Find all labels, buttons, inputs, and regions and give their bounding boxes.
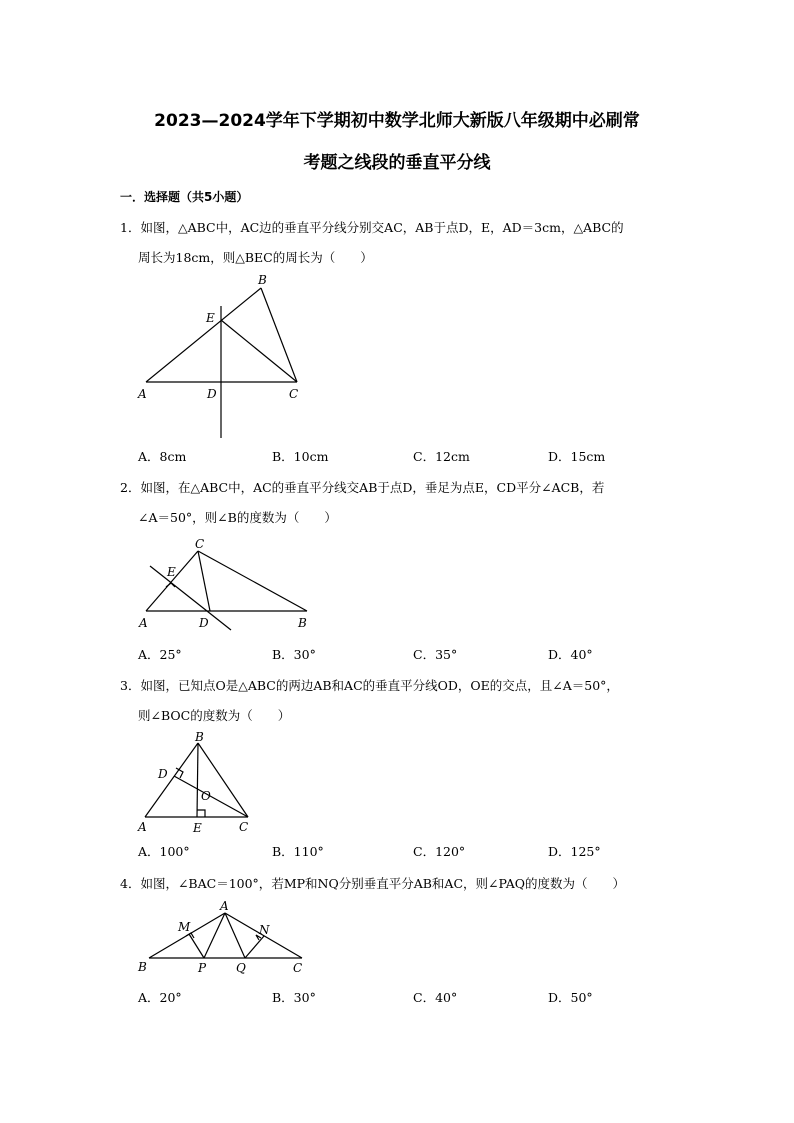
question-2-text-line2: ∠A＝50°，则∠B的度数为（ ）: [138, 510, 337, 525]
question-4-option-d[interactable]: D．50°: [548, 990, 593, 1005]
question-1-text-line1: 1．如图，△ABC中，AC边的垂直平分线分别交AC，AB于点D，E，AD＝3cm，△ABC的: [120, 220, 624, 235]
question-3-text-line2: 则∠BOC的度数为（ ）: [138, 708, 291, 723]
label-Q: Q: [236, 961, 246, 975]
label-C: C: [239, 820, 249, 834]
label-C: C: [289, 387, 299, 401]
label-A: A: [138, 387, 147, 401]
question-2-option-a[interactable]: A．25°: [138, 647, 182, 662]
label-B: B: [298, 616, 307, 630]
question-1-option-b[interactable]: B．10cm: [272, 449, 329, 464]
label-E: E: [167, 565, 176, 579]
question-3-option-b[interactable]: B．110°: [272, 844, 324, 859]
question-2-option-b[interactable]: B．30°: [272, 647, 316, 662]
question-1-option-d[interactable]: D．15cm: [548, 449, 606, 464]
label-D: D: [199, 616, 209, 630]
label-B: B: [258, 273, 267, 287]
segment-NQ: [245, 936, 264, 958]
question-3-option-d[interactable]: D．125°: [548, 844, 601, 859]
question-3-option-a[interactable]: A．100°: [138, 844, 190, 859]
question-2-text-line1: 2．如图，在△ABC中，AC的垂直平分线交AB于点D，垂足为点E，CD平分∠ACB，若: [120, 480, 605, 495]
label-D: D: [207, 387, 217, 401]
question-4-option-c[interactable]: C．40°: [413, 990, 458, 1005]
label-B: B: [195, 730, 204, 744]
question-4-option-a[interactable]: A．20°: [138, 990, 182, 1005]
document-title-line2: 考题之线段的垂直平分线: [303, 153, 491, 173]
question-3-text-line1: 3．如图，已知点O是△ABC的两边AB和AC的垂直平分线OD，OE的交点，且∠A＝50°，: [120, 678, 619, 693]
question-4-text-line1: 4．如图，∠BAC＝100°，若MP和NQ分别垂直平分AB和AC，则∠PAQ的度数为（ ）: [120, 876, 626, 891]
question-2-option-d[interactable]: D．40°: [548, 647, 593, 662]
label-O: O: [201, 789, 211, 803]
label-C: C: [195, 537, 205, 551]
question-4-option-b[interactable]: B．30°: [272, 990, 316, 1005]
label-A: A: [139, 616, 148, 630]
label-E: E: [193, 821, 202, 835]
question-2-option-c[interactable]: C．35°: [413, 647, 458, 662]
segment-MP: [189, 934, 204, 958]
label-D: D: [158, 767, 168, 781]
label-P: P: [198, 961, 207, 975]
label-E: E: [206, 311, 215, 325]
label-M: M: [178, 920, 191, 934]
question-1-text-line2: 周长为18cm，则△BEC的周长为（ ）: [138, 250, 373, 265]
label-B: B: [138, 960, 147, 974]
label-A: A: [220, 899, 229, 913]
question-3-option-c[interactable]: C．120°: [413, 844, 466, 859]
question-1-option-a[interactable]: A．8cm: [138, 449, 187, 464]
label-C: C: [293, 961, 303, 975]
label-N: N: [259, 923, 270, 937]
document-title-line1: 2023—2024学年下学期初中数学北师大新版八年级期中必刷常: [154, 111, 640, 131]
label-A: A: [138, 820, 147, 834]
question-1-option-c[interactable]: C．12cm: [413, 449, 470, 464]
section-heading: 一．选择题（共5小题）: [120, 190, 249, 204]
segment-AQ: [225, 913, 245, 958]
